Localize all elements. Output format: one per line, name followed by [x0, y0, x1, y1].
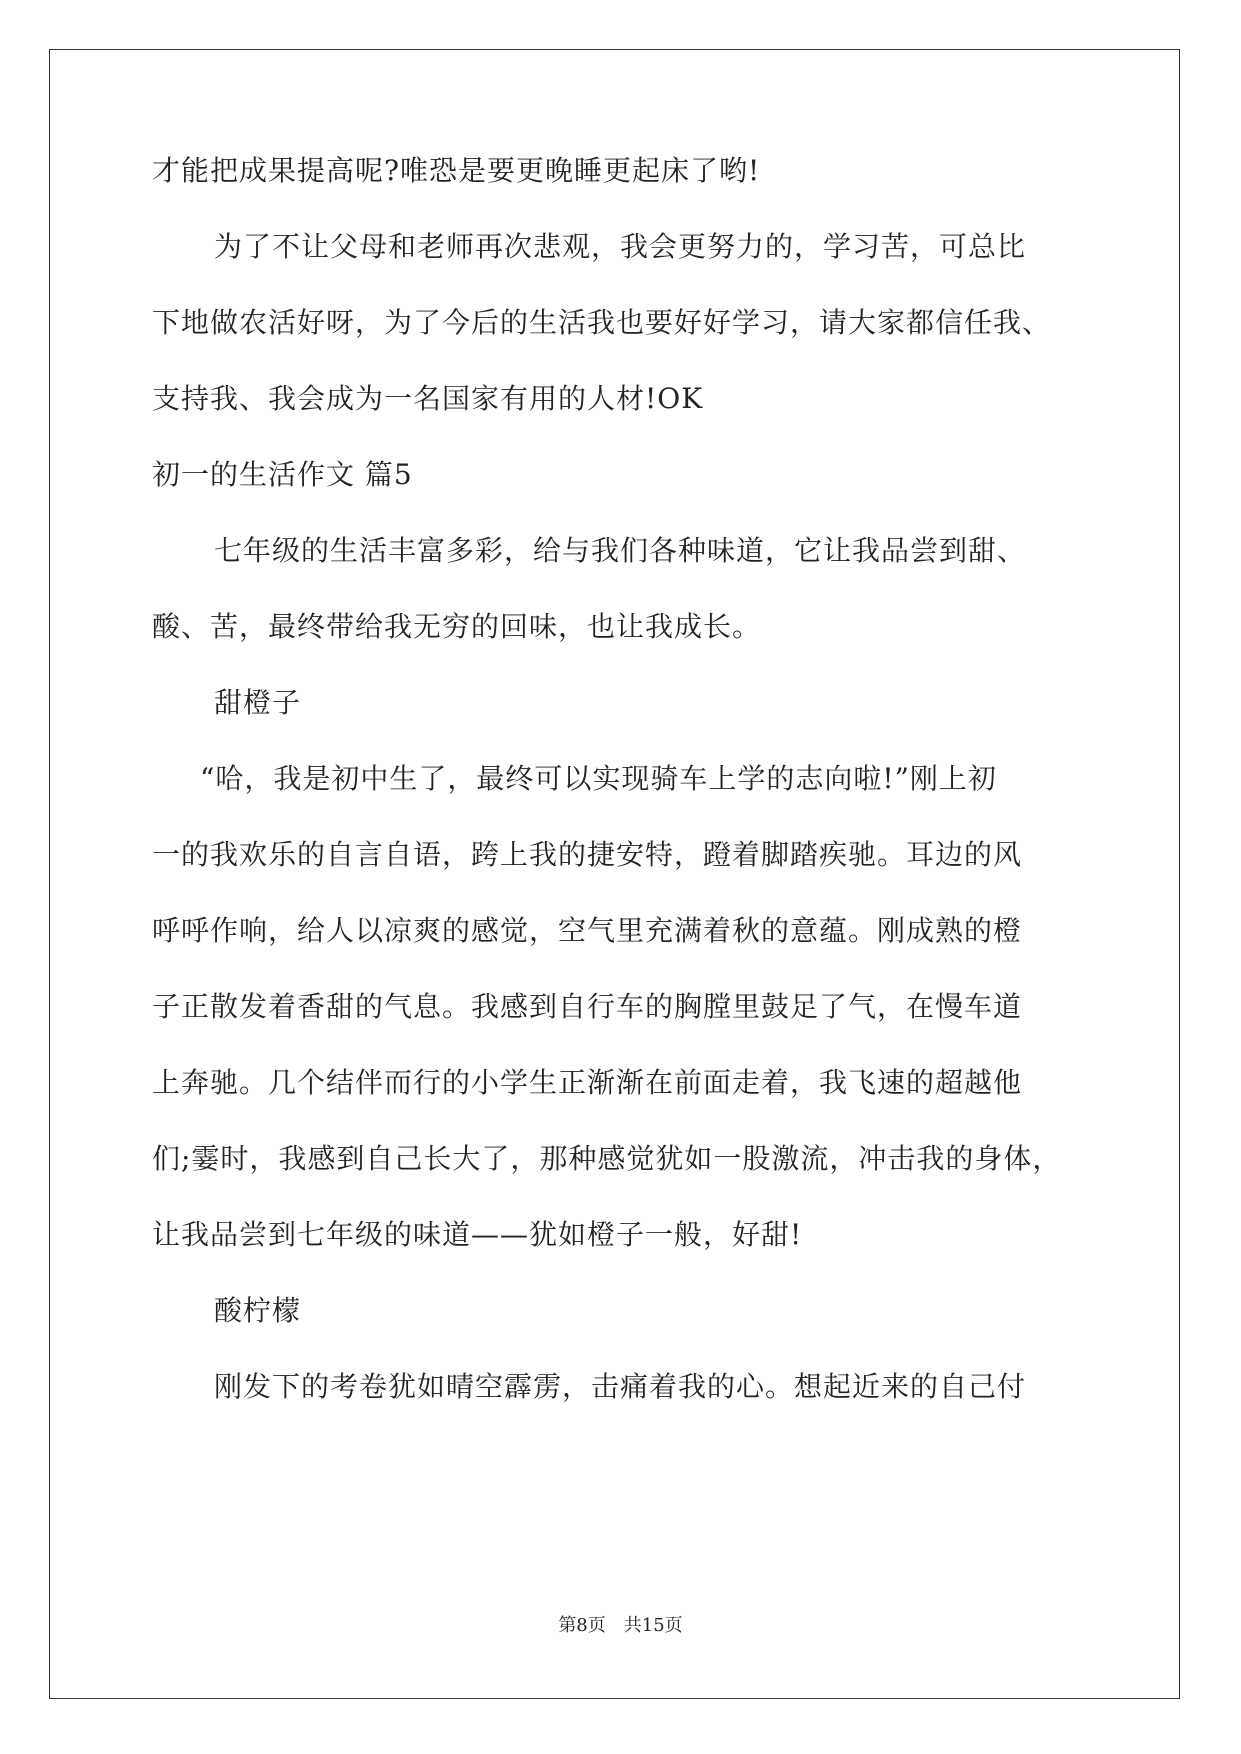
text-line: 支持我、我会成为一名国家有用的人材!OK	[152, 382, 704, 415]
text-line: 上奔驰。几个结伴而行的小学生正渐渐在前面走着，我飞速的超越他	[152, 1066, 1023, 1099]
subheading-sweet-orange: 甜橙子	[214, 686, 302, 719]
text-line: 下地做农活好呀，为了今后的生活我也要好好学习，请大家都信任我、	[152, 306, 1052, 339]
page-footer	[0, 1614, 1241, 1638]
page-total: 共15页	[623, 1615, 683, 1636]
subheading-sour-lemon: 酸柠檬	[214, 1294, 302, 1327]
text-line: 让我品尝到七年级的味道——犹如橙子一般，好甜!	[152, 1218, 803, 1251]
text-line: 子正散发着香甜的气息。我感到自行车的胸膛里鼓足了气，在慢车道	[152, 990, 1023, 1023]
page-number: 第8页	[558, 1615, 606, 1636]
text-line: 一的我欢乐的自言自语，跨上我的捷安特，蹬着脚踏疾驰。耳边的风	[152, 838, 1023, 871]
text-line: 才能把成果提高呢?唯恐是要更晚睡更起床了哟!	[152, 154, 761, 187]
text-line: 刚发下的考卷犹如晴空霹雳，击痛着我的心。想起近来的自己付	[214, 1370, 1027, 1403]
text-line: 酸、苦，最终带给我无穷的回味，也让我成长。	[152, 610, 762, 643]
section-heading: 初一的生活作文 篇5	[152, 458, 413, 491]
text-line: 为了不让父母和老师再次悲观，我会更努力的，学习苦，可总比	[214, 230, 1027, 263]
text-line: 们;霎时，我感到自己长大了，那种感觉犹如一股激流，冲击我的身体，	[152, 1142, 1062, 1175]
text-line: 呼呼作响，给人以凉爽的感觉，空气里充满着秋的意蕴。刚成熟的橙	[152, 914, 1023, 947]
text-line: 七年级的生活丰富多彩，给与我们各种味道，它让我品尝到甜、	[214, 534, 1027, 567]
text-line: “哈，我是初中生了，最终可以实现骑车上学的志向啦!”刚上初	[200, 762, 997, 795]
